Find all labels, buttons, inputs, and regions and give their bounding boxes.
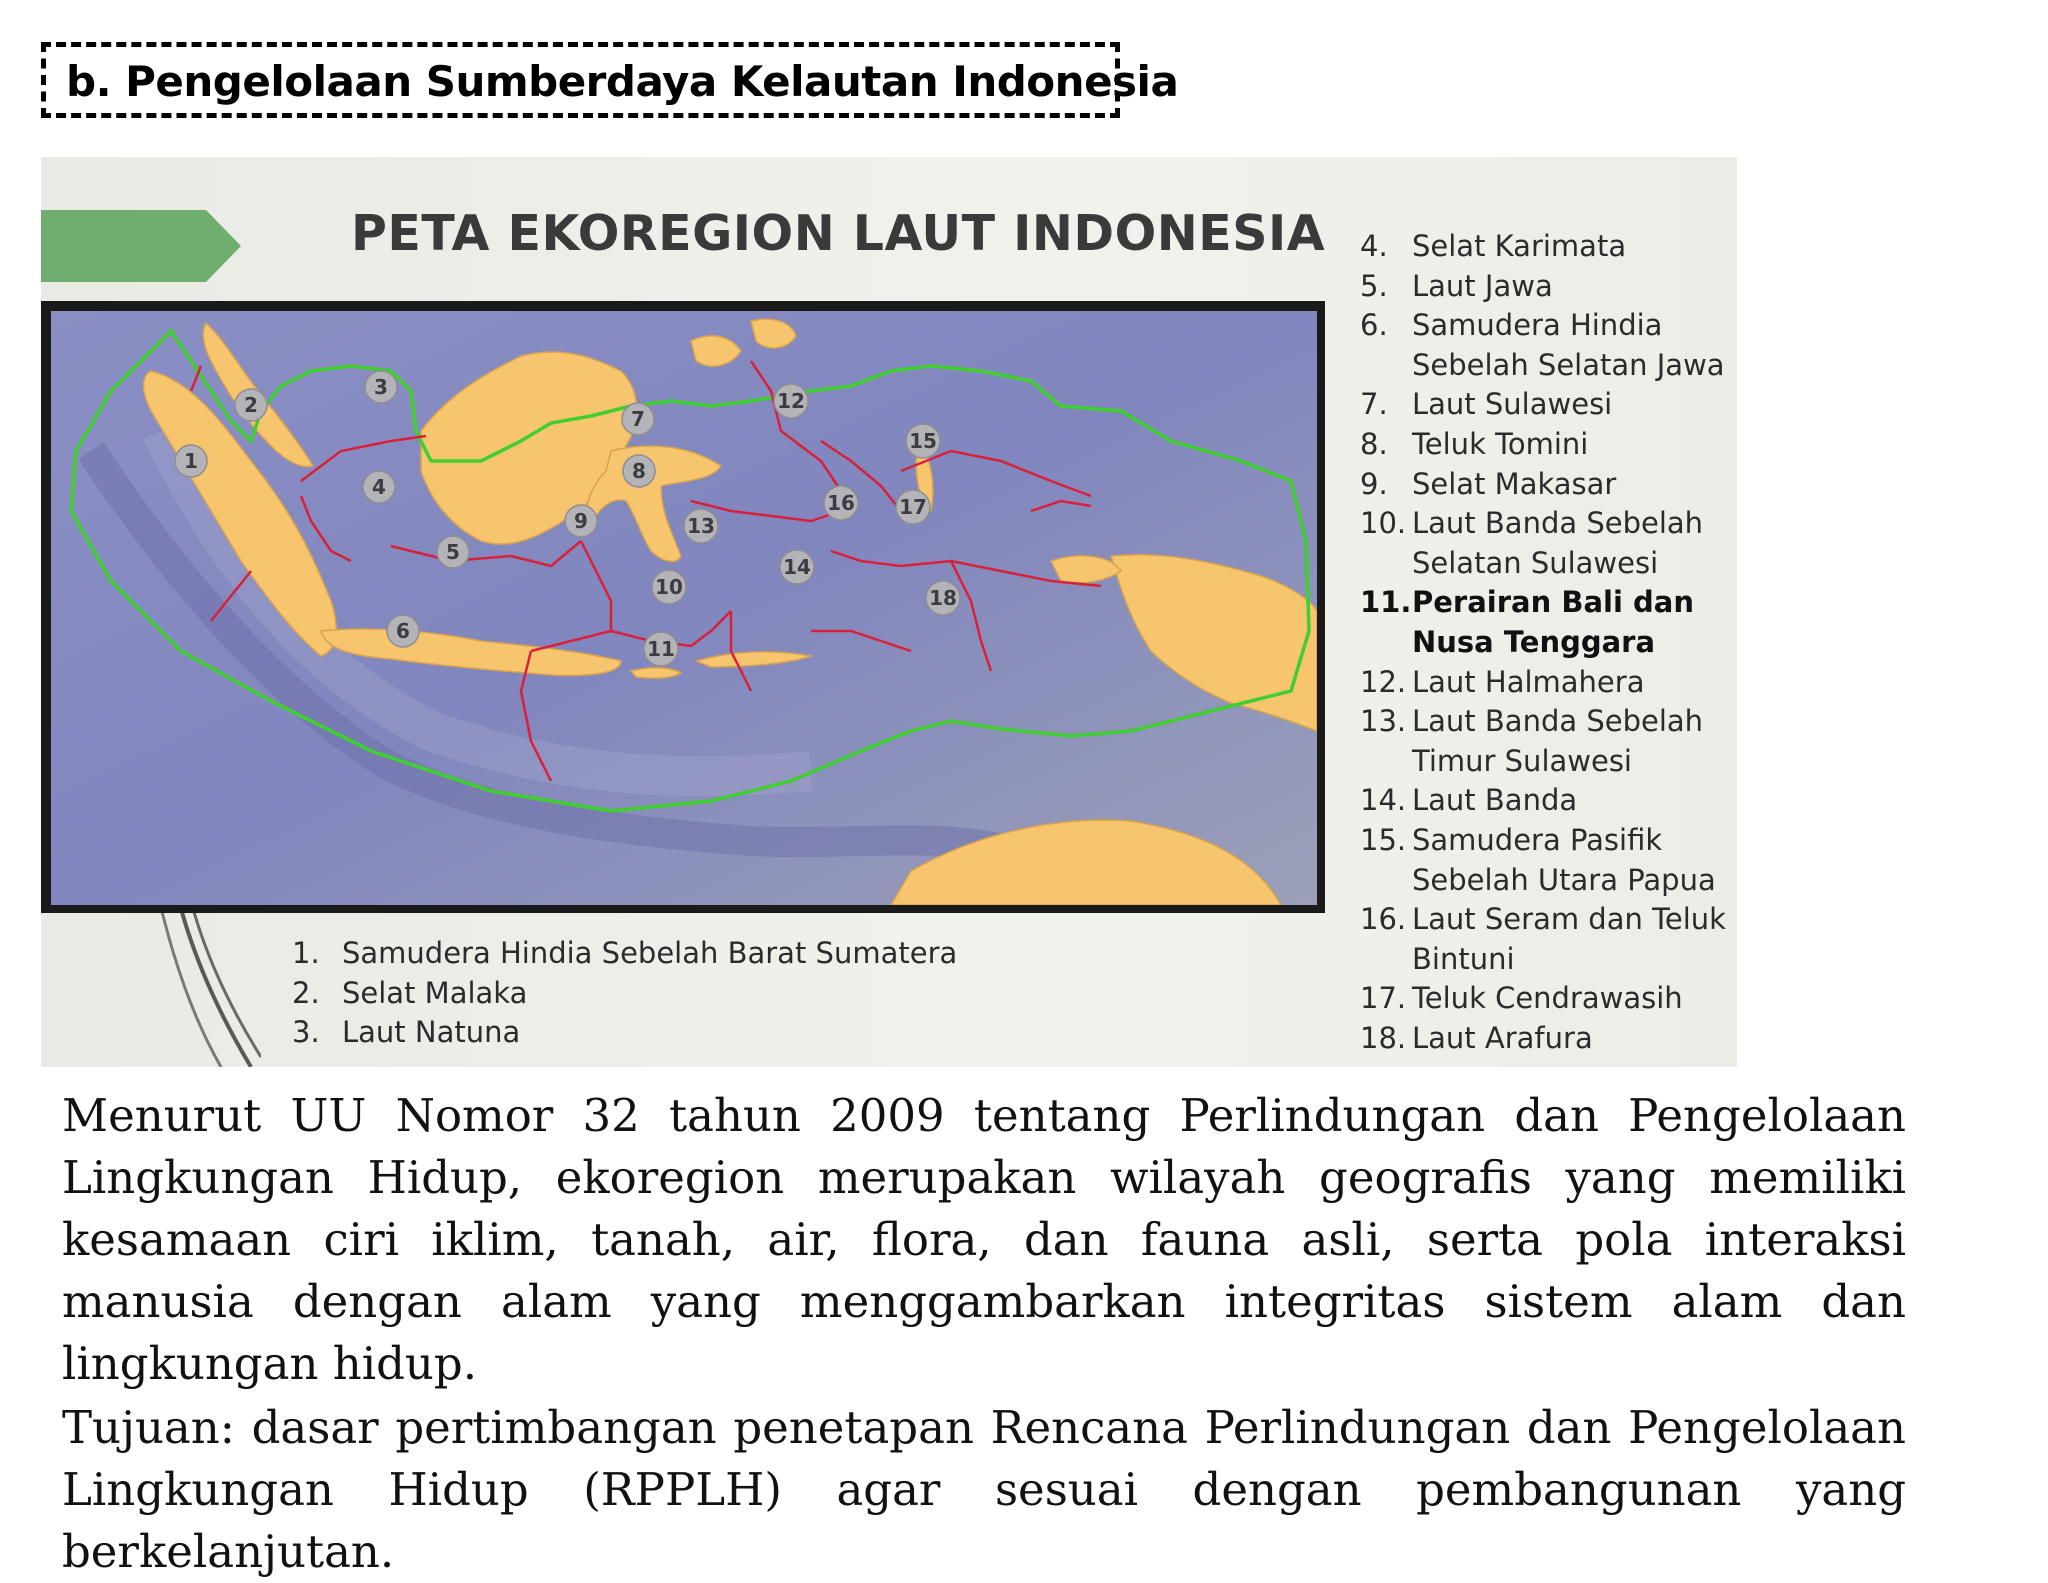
legend-item-number: 18. (1360, 1020, 1407, 1055)
svg-text:11: 11 (647, 637, 675, 661)
paragraph-purpose: Tujuan: dasar pertimbangan penetapan Rencana Perlindungan dan Pengelolaan Lingkungan Hidup (RPPLH) agar sesuai dengan pembangunan yang berkelanjutan. (62, 1401, 1906, 1578)
legend-bottom-list (292, 934, 957, 1053)
region-label-5 (437, 536, 469, 568)
svg-text:13: 13 (687, 514, 715, 538)
legend-item-number: 7. (1360, 387, 1388, 422)
svg-text:9: 9 (574, 509, 588, 533)
legend-item-label: Laut Seram dan Teluk (1412, 902, 1726, 937)
legend-item-number: 12. (1360, 664, 1407, 699)
legend-item-label: Selatan Sulawesi (1412, 545, 1659, 580)
legend-item (1360, 227, 1726, 267)
legend-item-number: 2. (292, 975, 320, 1010)
svg-text:18: 18 (929, 586, 957, 610)
region-label-3 (365, 371, 397, 403)
legend-item-label: Perairan Bali dan (1412, 585, 1694, 620)
section-header-box (41, 42, 1179, 118)
ecoregion-map-frame (41, 301, 1325, 913)
green-arrow-decoration (41, 210, 241, 282)
ecoregion-slide-image (41, 157, 1737, 1067)
legend-right-list (1360, 227, 1726, 1058)
legend-item-number: 15. (1360, 822, 1407, 857)
ecoregion-map (51, 311, 1317, 905)
legend-item-label: Selat Makasar (1412, 466, 1617, 501)
svg-text:3: 3 (374, 375, 388, 399)
legend-item-label: Laut Banda Sebelah (1412, 506, 1704, 541)
legend-item (1360, 504, 1726, 544)
region-label-2 (235, 389, 267, 421)
legend-item (1360, 781, 1726, 821)
paragraph-definition: Menurut UU Nomor 32 tahun 2009 tentang Perlindungan dan Pengelolaan Lingkungan Hidup, ekoregion merupakan wilayah geografis yang memiliki kesamaan ciri iklim, tanah, air, flora, dan fauna asli, serta pola interaksi manusia dengan alam yang menggambarkan integritas sistem alam dan lingkungan hidup. (62, 1089, 1906, 1390)
legend-item (1360, 425, 1726, 465)
svg-text:17: 17 (899, 495, 927, 519)
legend-item-label: Laut Natuna (342, 1015, 521, 1050)
region-label-18 (926, 581, 960, 615)
legend-item-label: Laut Sulawesi (1412, 387, 1613, 422)
legend-item (1360, 623, 1726, 663)
region-label-13 (684, 509, 718, 543)
region-label-10 (652, 570, 686, 604)
legend-item (292, 974, 957, 1014)
legend-item-number: 3. (292, 1015, 320, 1050)
legend-item (1360, 544, 1726, 584)
region-label-4 (363, 471, 395, 503)
legend-item-label: Laut Banda Sebelah (1412, 704, 1704, 739)
legend-item (1360, 861, 1726, 901)
legend-item (1360, 1019, 1726, 1059)
legend-item-number: 17. (1360, 981, 1407, 1016)
legend-item (1360, 742, 1726, 782)
legend-item-label: Teluk Tomini (1412, 426, 1589, 461)
legend-item (292, 1013, 957, 1053)
legend-item-label: Bintuni (1412, 941, 1515, 976)
region-label-6 (387, 615, 419, 647)
legend-item-number: 11. (1360, 585, 1412, 620)
region-label-12 (774, 384, 808, 418)
legend-item-label: Samudera Pasifik (1412, 822, 1663, 857)
legend-item-label: Teluk Cendrawasih (1412, 981, 1683, 1016)
region-label-15 (906, 424, 940, 458)
legend-item (1360, 385, 1726, 425)
legend-item-label: Laut Arafura (1412, 1020, 1593, 1055)
legend-item-label: Selat Karimata (1412, 229, 1627, 263)
legend-item-number: 9. (1360, 466, 1388, 501)
region-label-9 (565, 505, 597, 537)
region-label-1 (175, 445, 207, 477)
svg-text:16: 16 (827, 491, 855, 515)
legend-item-label: Laut Banda (1412, 783, 1578, 818)
legend-item (1360, 702, 1726, 742)
legend-item-number: 6. (1360, 308, 1388, 343)
region-label-8 (623, 455, 655, 487)
region-label-11 (644, 632, 678, 666)
svg-text:8: 8 (632, 459, 646, 483)
legend-item-label: Samudera Hindia (1412, 308, 1663, 343)
legend-item (1360, 979, 1726, 1019)
svg-text:14: 14 (783, 555, 811, 579)
legend-item (1360, 306, 1726, 346)
legend-item-number: 16. (1360, 902, 1407, 937)
legend-item-label: Laut Halmahera (1412, 664, 1645, 699)
legend-item (1360, 583, 1726, 623)
svg-text:2: 2 (244, 393, 258, 417)
legend-item-label: Sebelah Utara Papua (1412, 862, 1716, 897)
svg-text:7: 7 (631, 407, 645, 431)
region-label-14 (780, 550, 814, 584)
legend-item (1360, 663, 1726, 703)
region-label-17 (896, 490, 930, 524)
legend-item-number: 5. (1360, 268, 1388, 303)
legend-item-label: Selat Malaka (342, 975, 528, 1010)
map-title: PETA EKOREGION LAUT INDONESIA (351, 205, 1326, 262)
svg-text:5: 5 (446, 540, 460, 564)
legend-item (1360, 346, 1726, 386)
legend-item-number: 10. (1360, 506, 1407, 541)
svg-text:12: 12 (777, 389, 805, 413)
legend-item-number: 14. (1360, 783, 1407, 818)
legend-item-number: 8. (1360, 426, 1388, 461)
svg-text:10: 10 (655, 575, 683, 599)
svg-text:15: 15 (909, 429, 937, 453)
legend-item-label: Laut Jawa (1412, 268, 1553, 303)
legend-item (1360, 940, 1726, 980)
svg-text:6: 6 (396, 619, 410, 643)
legend-item-label: Timur Sulawesi (1412, 743, 1632, 778)
region-label-16 (824, 486, 858, 520)
legend-item-label: Sebelah Selatan Jawa (1412, 347, 1725, 382)
legend-item (1360, 465, 1726, 505)
legend-item (1360, 821, 1726, 861)
legend-item-number: 1. (292, 936, 320, 970)
legend-item (1360, 900, 1726, 940)
section-title: b. Pengelolaan Sumberdaya Kelautan Indonesia (66, 57, 1179, 106)
legend-item-number: 13. (1360, 704, 1407, 739)
legend-item-label: Samudera Hindia Sebelah Barat Sumatera (342, 936, 958, 970)
legend-item-number: 4. (1360, 229, 1388, 263)
svg-text:1: 1 (184, 449, 198, 473)
region-label-7 (622, 403, 654, 435)
svg-text:4: 4 (372, 475, 386, 499)
legend-item (292, 934, 957, 974)
legend-item (1360, 267, 1726, 307)
legend-item-label: Nusa Tenggara (1412, 624, 1656, 659)
